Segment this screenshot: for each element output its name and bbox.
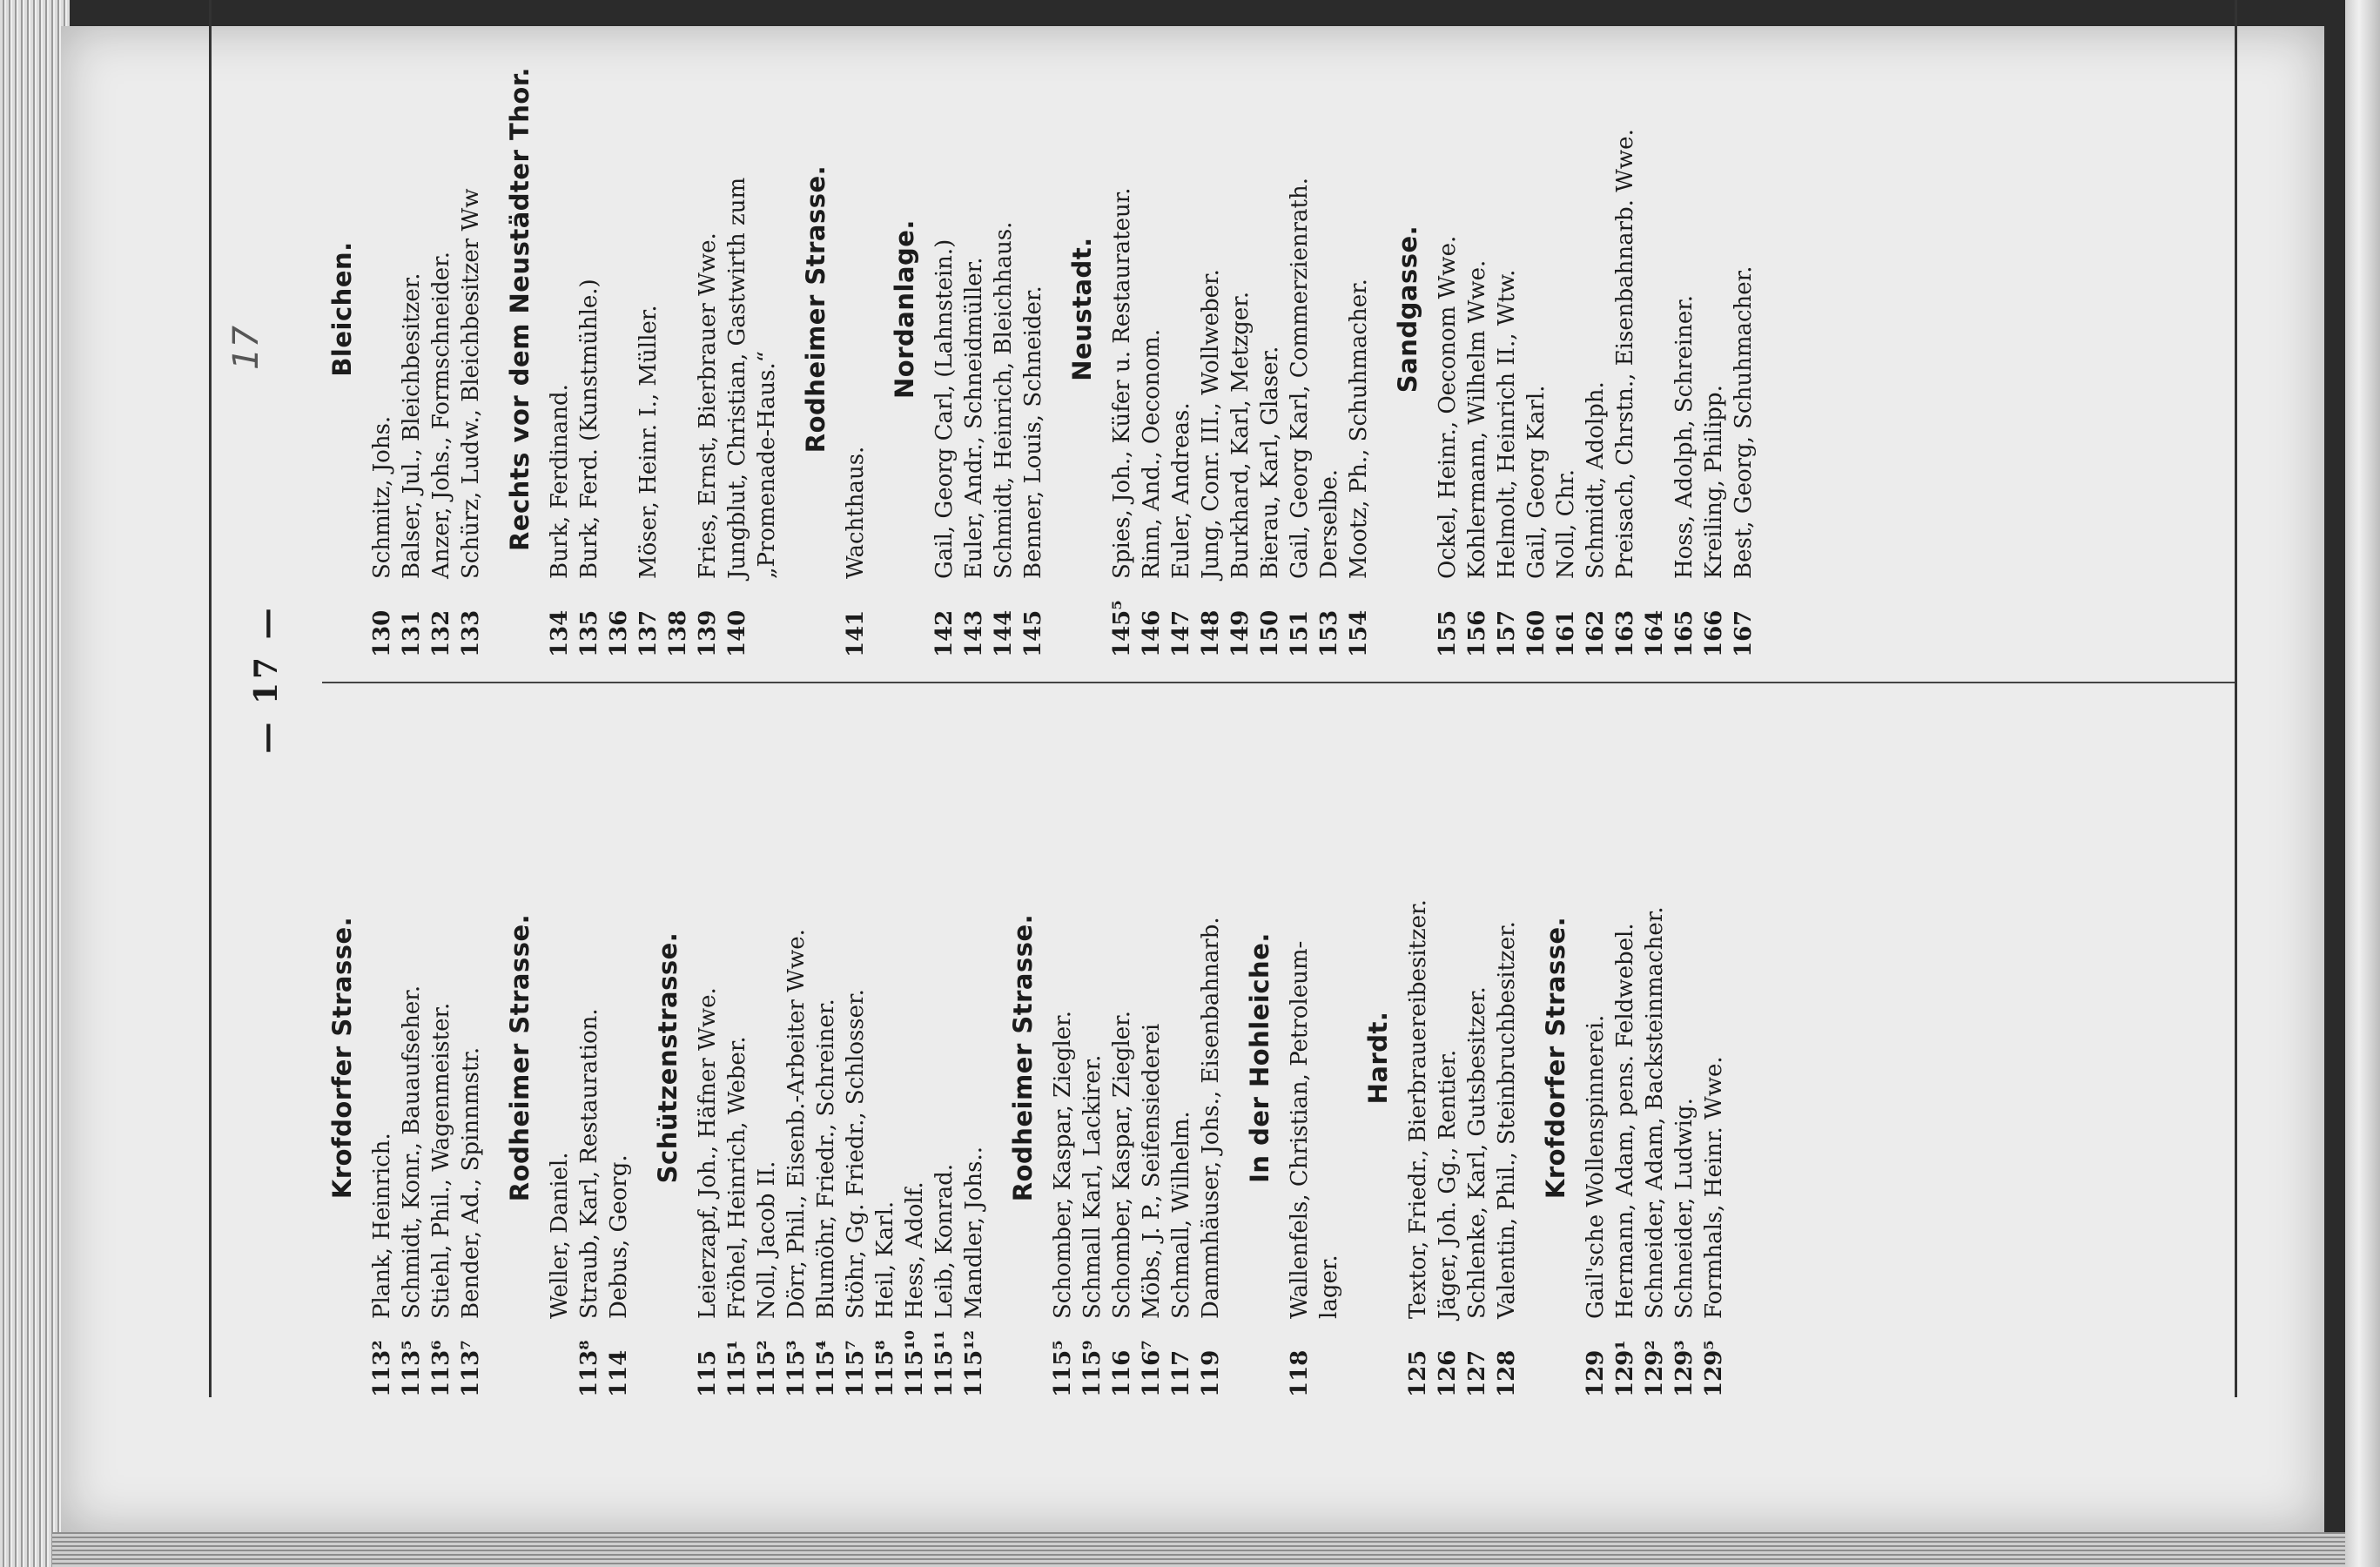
house-number: 142	[931, 609, 958, 657]
house-number: 141	[843, 609, 869, 657]
resident-name: Jung, Conr. III., Wollweber.	[1198, 269, 1224, 579]
resident-name: Ockel, Heinr., Oeconom Wwe.	[1435, 235, 1461, 579]
directory-entry	[1255, 0, 1285, 657]
directory-entry	[1107, 718, 1137, 1397]
resident-name: Leierzapf, Joh., Häfner Wwe.	[695, 987, 721, 1319]
directory-entry	[811, 718, 841, 1397]
directory-entry	[782, 718, 811, 1397]
book-page-edges	[0, 0, 70, 1567]
house-number: 115¹²	[961, 1329, 987, 1397]
resident-name: Benner, Louis, Schneider.	[1020, 286, 1046, 579]
directory-entry	[1314, 0, 1344, 657]
house-number: 161	[1553, 609, 1579, 657]
resident-name: Schmall, Wilhelm.	[1168, 1111, 1194, 1319]
directory-entry	[693, 0, 723, 657]
resident-name: Mootz, Ph., Schuhmacher.	[1346, 279, 1372, 579]
directory-entry	[427, 718, 456, 1397]
house-number: 164	[1642, 609, 1668, 657]
resident-name: Schmidt, Konr., Bauaufseher.	[399, 985, 425, 1319]
rotated-content	[209, 0, 2237, 1397]
directory-entry	[1137, 718, 1166, 1397]
directory-entry	[575, 718, 604, 1397]
house-number: 160	[1523, 609, 1550, 657]
house-number: 119	[1198, 1349, 1224, 1397]
directory-entry	[1699, 718, 1729, 1397]
directory-entry	[1314, 718, 1344, 1397]
resident-name: Burkhard, Karl, Metzger.	[1227, 291, 1254, 579]
house-number: 137	[635, 609, 662, 657]
directory-entry	[604, 718, 634, 1397]
directory-entry	[367, 0, 397, 657]
directory-entry	[1078, 718, 1107, 1397]
resident-name: Fröhel, Heinrich, Weber.	[724, 1036, 750, 1319]
street-heading: Neustadt.	[1067, 237, 1097, 381]
directory-entry	[1166, 718, 1196, 1397]
resident-name: Bender, Ad., Spinnmstr.	[458, 1046, 484, 1319]
resident-name: Debus, Georg.	[606, 1154, 632, 1319]
street-section	[505, 718, 634, 1397]
resident-name: Möbs, J. P., Seifensiederei	[1139, 1023, 1165, 1319]
house-number: 155	[1435, 609, 1461, 657]
directory-entry	[1285, 718, 1314, 1397]
resident-name: Stiehl, Phil., Wagenmeister.	[428, 1002, 454, 1319]
directory-entry	[841, 0, 871, 657]
resident-name: Bierau, Karl, Glaser.	[1257, 346, 1283, 579]
house-number: 115⁴	[813, 1340, 839, 1397]
resident-name: Dörr, Phil., Eisenb.-Arbeiter Wwe.	[783, 929, 810, 1319]
document-page	[61, 26, 2324, 1532]
house-number: 166	[1701, 609, 1727, 657]
page-number: — 17 —	[248, 604, 285, 754]
resident-name: Straub, Karl, Restauration.	[576, 1008, 602, 1319]
directory-entry	[1137, 0, 1166, 657]
resident-name: Schmidt, Heinrich, Bleichhaus.	[991, 221, 1017, 579]
house-number: 126	[1435, 1349, 1461, 1397]
resident-name: Schmidt, Adolph.	[1583, 381, 1609, 579]
street-heading: Hardt.	[1363, 1011, 1393, 1105]
directory-entry	[634, 0, 663, 657]
directory-entry	[456, 718, 486, 1397]
resident-name: Preisach, Chrstn., Eisenbahnarb. Wwe.	[1612, 129, 1638, 579]
resident-name: Schmall Karl, Lackirer.	[1079, 1054, 1106, 1319]
resident-name: Formhals, Heinr. Wwe.	[1701, 1056, 1727, 1319]
resident-name: Plank, Heinrich.	[369, 1133, 395, 1319]
house-number: 138	[665, 609, 691, 657]
directory-entry	[1670, 0, 1699, 657]
directory-entry	[1640, 718, 1670, 1397]
house-number: 115¹¹	[931, 1329, 958, 1397]
directory-entry	[723, 0, 752, 657]
house-number: 116	[1109, 1349, 1135, 1397]
house-number: 113⁸	[576, 1340, 602, 1397]
resident-name: Valentin, Phil., Steinbruchbesitzer.	[1494, 921, 1520, 1319]
resident-name: Schomber, Kaspar, Ziegler.	[1050, 1010, 1076, 1319]
resident-name: Wallenfels, Christian, Petroleum-	[1287, 940, 1313, 1319]
house-number: 115⁸	[872, 1340, 898, 1397]
resident-name: Burk, Ferd. (Kunstmühle.)	[576, 279, 602, 579]
house-number: 115⁷	[843, 1340, 869, 1397]
street-heading: Krofdorfer Strasse.	[327, 916, 357, 1200]
street-section	[505, 0, 782, 657]
resident-name: Schneider, Adam, Backsteinmacher.	[1642, 906, 1668, 1319]
house-number: 156	[1464, 609, 1490, 657]
house-number: 115¹	[724, 1340, 750, 1397]
street-section	[1067, 0, 1374, 657]
street-heading: Rodheimer Strasse.	[1008, 913, 1038, 1202]
house-number: 140	[724, 609, 750, 657]
resident-name: Schlenke, Karl, Gutsbesitzer.	[1464, 986, 1490, 1319]
resident-name: Burk, Ferdinand.	[547, 384, 573, 579]
house-number: 132	[428, 609, 454, 657]
house-number: 129⁵	[1701, 1340, 1727, 1397]
directory-entry	[397, 718, 427, 1397]
resident-name: Best, Georg, Schuhmacher.	[1731, 266, 1757, 579]
resident-name: Jäger, Joh. Gg., Rentier.	[1435, 1049, 1461, 1319]
resident-name: Jungblut, Christian, Gastwirth zum	[724, 177, 750, 579]
street-heading: Sandgasse.	[1393, 225, 1422, 393]
directory-entry	[1610, 718, 1640, 1397]
street-heading: Bleichen.	[327, 241, 357, 377]
street-heading: In der Hohleiche.	[1245, 932, 1274, 1183]
street-heading: Nordanlage.	[890, 219, 919, 399]
house-number: 147	[1168, 609, 1194, 657]
resident-name: Mandler, Johs..	[961, 1146, 987, 1319]
directory-entry	[575, 0, 604, 657]
street-heading: Schützenstrasse.	[653, 931, 682, 1184]
resident-name: Kohlermann, Wilhelm Wwe.	[1464, 259, 1490, 579]
street-section	[327, 0, 486, 657]
house-number: 129	[1583, 1349, 1609, 1397]
book-bottom-edges	[52, 1532, 2345, 1567]
resident-name: Rinn, And., Oeconom.	[1139, 328, 1165, 579]
directory-entry	[1403, 718, 1433, 1397]
house-number: 154	[1346, 609, 1372, 657]
house-number: 133	[458, 609, 484, 657]
book-right-edge	[2345, 0, 2380, 1567]
directory-entry	[1433, 718, 1462, 1397]
house-number: 130	[369, 609, 395, 657]
resident-name: Kreiling, Philipp.	[1701, 385, 1727, 579]
directory-entry	[1492, 0, 1522, 657]
directory-entry	[1581, 718, 1610, 1397]
directory-entry	[841, 718, 871, 1397]
street-section	[653, 718, 989, 1397]
street-section	[1363, 718, 1522, 1397]
house-number: 113⁵	[399, 1340, 425, 1397]
house-number: 115²	[754, 1340, 780, 1397]
house-number: 118	[1287, 1349, 1313, 1397]
house-number: 115	[695, 1349, 721, 1397]
resident-name: Schürz, Ludw., Bleichbesitzer Ww	[458, 188, 484, 579]
directory-entry	[1226, 0, 1255, 657]
directory-entry	[930, 718, 959, 1397]
resident-name: Derselbe.	[1316, 468, 1342, 579]
directory-entry	[1107, 0, 1137, 657]
house-number: 115³	[783, 1340, 810, 1397]
directory-entry	[752, 0, 782, 657]
directory-entry	[1196, 718, 1226, 1397]
directory-entry	[1019, 0, 1048, 657]
directory-entry	[1492, 718, 1522, 1397]
resident-name: Helmolt, Heinrich II., Wtw.	[1494, 269, 1520, 579]
house-number: 115⁵	[1050, 1340, 1076, 1397]
resident-name: Hermann, Adam, pens. Feldwebel.	[1612, 923, 1638, 1319]
street-section	[1245, 718, 1344, 1397]
street-section	[801, 0, 871, 657]
house-number: 148	[1198, 609, 1224, 657]
resident-name: Wachthaus.	[843, 446, 869, 579]
directory-entry	[1699, 0, 1729, 657]
directory-entry	[959, 0, 989, 657]
directory-entry	[1670, 718, 1699, 1397]
directory-entry	[1551, 0, 1581, 657]
resident-name: Euler, Andr., Schneidmüller.	[961, 257, 987, 579]
resident-name: Euler, Andreas.	[1168, 402, 1194, 579]
directory-entry	[1581, 0, 1610, 657]
house-number: 145⁵	[1109, 600, 1135, 657]
house-number: 151	[1287, 609, 1313, 657]
house-number: 143	[961, 609, 987, 657]
directory-entry	[663, 0, 693, 657]
resident-name	[604, 0, 634, 579]
street-section	[1393, 0, 1758, 657]
house-number	[545, 1319, 575, 1397]
resident-name: Gail, Georg Carl, (Lahnstein.)	[931, 239, 958, 579]
resident-name: Spies, Joh., Küfer u. Restaurateur.	[1109, 187, 1135, 579]
resident-name: Leib, Konrad.	[931, 1163, 958, 1319]
top-rule	[209, 0, 212, 1397]
left-column	[322, 718, 1748, 1397]
house-number: 113⁶	[428, 1340, 454, 1397]
resident-name: Gail, Georg Karl, Commerzienrath.	[1287, 178, 1313, 579]
handwritten-page-note: 17	[226, 326, 266, 370]
directory-entry	[397, 0, 427, 657]
resident-name: lager.	[1316, 1254, 1342, 1319]
directory-entry	[1285, 0, 1314, 657]
directory-entry	[871, 718, 900, 1397]
resident-name: Noll, Chr.	[1553, 468, 1579, 579]
resident-name	[1640, 0, 1670, 579]
resident-name: Noll, Jacob II.	[754, 1160, 780, 1319]
resident-name: Möser, Heinr. I., Müller.	[635, 305, 662, 579]
directory-entry	[959, 718, 989, 1397]
directory-entry	[930, 0, 959, 657]
directory-entry	[1522, 0, 1551, 657]
directory-entry	[1640, 0, 1670, 657]
house-number: 139	[695, 609, 721, 657]
street-heading: Krofdorfer Strasse.	[1541, 916, 1570, 1200]
directory-entry	[545, 0, 575, 657]
street-heading: Rodheimer Strasse.	[505, 913, 534, 1202]
resident-name: Balser, Jul., Bleichbesitzer.	[399, 272, 425, 579]
resident-name: Schmitz, Johs.	[369, 415, 395, 579]
street-section	[890, 0, 1048, 657]
right-column	[322, 0, 1778, 657]
house-number: 163	[1612, 609, 1638, 657]
house-number: 114	[606, 1349, 632, 1397]
directory-entry	[427, 0, 456, 657]
directory-entry	[1196, 0, 1226, 657]
resident-name: Textor, Friedr., Bierbrauereibesitzer.	[1405, 899, 1431, 1319]
resident-name: Blumöhr, Friedr., Schreiner.	[813, 999, 839, 1319]
house-number: 113⁷	[458, 1340, 484, 1397]
house-number: 135	[576, 609, 602, 657]
street-section	[327, 718, 486, 1397]
resident-name: Schomber, Kaspar, Ziegler.	[1109, 1010, 1135, 1319]
house-number: 144	[991, 609, 1017, 657]
resident-name: „Promenade-Haus.“	[754, 351, 780, 579]
house-number: 136	[606, 609, 632, 657]
house-number: 150	[1257, 609, 1283, 657]
directory-entry	[456, 0, 486, 657]
directory-entry	[900, 718, 930, 1397]
house-number: 129²	[1642, 1340, 1668, 1397]
directory-entry	[1462, 0, 1492, 657]
resident-name: Hoss, Adolph, Schreiner.	[1671, 294, 1698, 579]
resident-name: Weller, Daniel.	[547, 1152, 573, 1319]
house-number: 127	[1464, 1349, 1490, 1397]
resident-name: Hess, Adolf.	[902, 1181, 928, 1319]
bottom-rule	[2235, 0, 2237, 1397]
house-number: 165	[1671, 609, 1698, 657]
directory-entry	[367, 718, 397, 1397]
resident-name: Dammhäuser, Johs., Eisenbahnarb.	[1198, 917, 1224, 1319]
house-number: 131	[399, 609, 425, 657]
directory-entry	[1344, 0, 1374, 657]
column-divider	[322, 682, 2237, 683]
directory-entry	[545, 718, 575, 1397]
resident-name: Fries, Ernst, Bierbrauer Wwe.	[695, 232, 721, 579]
directory-entry	[1048, 718, 1078, 1397]
house-number	[1314, 1319, 1344, 1397]
resident-name: Stöhr, Gg. Friedr., Schlosser.	[843, 989, 869, 1319]
street-section	[1541, 718, 1729, 1397]
house-number: 128	[1494, 1349, 1520, 1397]
house-number: 162	[1583, 609, 1609, 657]
street-heading: Rodheimer Strasse.	[801, 165, 830, 454]
house-number: 145	[1020, 609, 1046, 657]
house-number: 149	[1227, 609, 1254, 657]
directory-entry	[989, 0, 1019, 657]
directory-entry	[604, 0, 634, 657]
house-number: 129¹	[1612, 1340, 1638, 1397]
house-number: 134	[547, 609, 573, 657]
house-number	[752, 579, 782, 657]
directory-entry	[693, 718, 723, 1397]
resident-name: Gail'sche Wollenspinnerei.	[1583, 1014, 1609, 1319]
house-number: 129³	[1671, 1340, 1698, 1397]
resident-name: Gail, Georg Karl.	[1523, 385, 1550, 579]
directory-entry	[1166, 0, 1196, 657]
house-number: 153	[1316, 609, 1342, 657]
resident-name: Anzer, Johs., Formschneider.	[428, 252, 454, 579]
house-number: 125	[1405, 1349, 1431, 1397]
street-section	[1008, 718, 1226, 1397]
house-number: 167	[1731, 609, 1757, 657]
directory-entry	[1729, 0, 1758, 657]
house-number: 115¹⁰	[902, 1329, 928, 1397]
house-number: 115⁹	[1079, 1340, 1106, 1397]
house-number: 113²	[369, 1340, 395, 1397]
house-number: 117	[1168, 1349, 1194, 1397]
directory-entry	[1610, 0, 1640, 657]
house-number: 146	[1139, 609, 1165, 657]
resident-name: Schneider, Ludwig.	[1671, 1098, 1698, 1319]
resident-name: Heil, Karl.	[872, 1200, 898, 1319]
directory-entry	[723, 718, 752, 1397]
directory-entry	[1462, 718, 1492, 1397]
street-heading: Rechts vor dem Neustädter Thor.	[505, 66, 534, 552]
house-number: 157	[1494, 609, 1520, 657]
directory-entry	[1433, 0, 1462, 657]
directory-entry	[752, 718, 782, 1397]
resident-name	[663, 0, 693, 579]
house-number: 116⁷	[1139, 1340, 1165, 1397]
